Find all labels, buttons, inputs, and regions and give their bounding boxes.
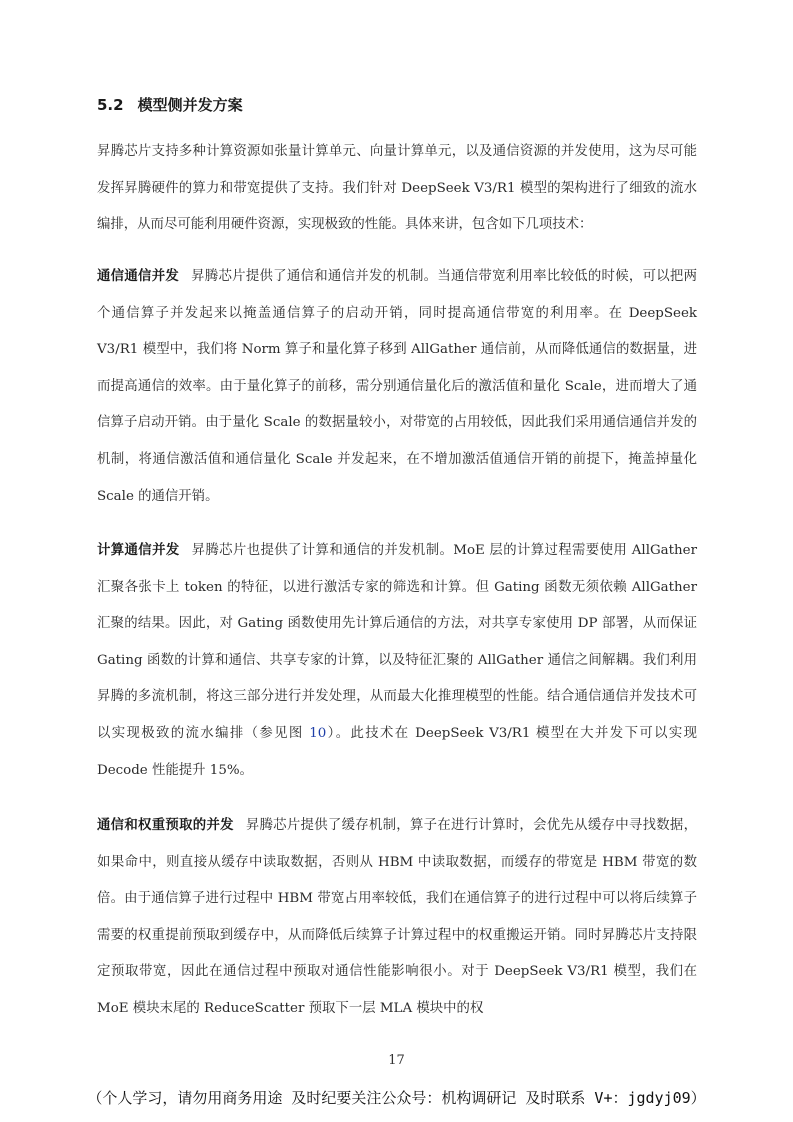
comm-concurrency-text: 昇腾芯片提供了通信和通信并发的机制。当通信带宽利用率比较低的时候，可以把两个通信算子并发起来以掩盖通信算子的启动开销，同时提高通信带宽的利用率。在 DeepSeek V3/R1 模型中，我们将 Norm 算子和量化算子移到 AllGather 通信前，从而降低通信的数据量，进而提高通信的效率。由于量化算子的前移，需分别通信量化后的激活值和量化 Scale，进而增大了通信算子启动开销。由于量化 Scale 的数据量较小，对带宽的占用较低，因此我们采用通信通信并发的机制，将通信激活值和通信量化 Scale 并发起来，在不增加激活值通信开销的前提下，掩盖掉量化 Scale 的通信开销。 [97,269,698,504]
compute-comm-concurrency-paragraph [97,533,697,789]
section-number: 5.2 [97,96,124,114]
intro-paragraph [97,134,697,244]
weight-prefetch-title: 通信和权重预取的并发 [97,818,234,833]
section-heading [97,94,243,115]
compute-comm-text-after: ）。此技术在 DeepSeek V3/R1 模型在大并发下可以实现 Decode 性能提升 15%。 [97,725,697,778]
weight-prefetch-paragraph [97,808,697,1028]
comm-concurrency-title: 通信通信并发 [97,269,180,284]
section-title: 模型侧并发方案 [137,96,243,114]
compute-comm-concurrency-title: 计算通信并发 [97,543,180,558]
figure-reference-link[interactable]: 10 [309,725,327,741]
footer-note: （个人学习，请勿用商务用途 及时纪要关注公众号：机构调研记 及时联系 V+：jgdyj09） [87,1089,706,1107]
page-number: 17 [388,1053,405,1068]
comm-concurrency-paragraph [97,259,697,515]
weight-prefetch-text: 昇腾芯片提供了缓存机制，算子在进行计算时，会优先从缓存中寻找数据，如果命中，则直接从缓存中读取数据，否则从 HBM 中读取数据，而缓存的带宽是 HBM 带宽的数倍。由于通信算子进行过程中 HBM 带宽占用率较低，我们在通信算子的进行过程中可以将后续算子需要的权重提前预取到缓存中，从而降低后续算子计算过程中的权重搬运开销。同时昇腾芯片支持限定预取带宽，因此在通信过程中预取对通信性能影响很小。对于 DeepSeek V3/R1 模型，我们在 MoE 模块末尾的 ReduceScatter 预取下一层 MLA 模块中的权 [97,818,697,1016]
compute-comm-text-before: 昇腾芯片也提供了计算和通信的并发机制。MoE 层的计算过程需要使用 AllGather 汇聚各张卡上 token 的特征，以进行激活专家的筛选和计算。但 Gating 函数无须依赖 AllGather 汇聚的结果。因此，对 Gating 函数使用先计算后通信的方法，对共享专家使用 DP 部署，从而保证 Gating 函数的计算和通信、共享专家的计算，以及特征汇聚的 AllGather 通信之间解耦。我们利用昇腾的多流机制，将这三部分进行并发处理，从而最大化推理模型的性能。结合通信通信并发技术可以实现极致的流水编排（参见图 [97,543,698,741]
intro-text: 昇腾芯片支持多种计算资源如张量计算单元、向量计算单元，以及通信资源的并发使用，这为尽可能发挥昇腾硬件的算力和带宽提供了支持。我们针对 DeepSeek V3/R1 模型的架构进行了细致的流水编排，从而尽可能利用硬件资源，实现极致的性能。具体来讲，包含如下几项技术： [97,144,697,233]
